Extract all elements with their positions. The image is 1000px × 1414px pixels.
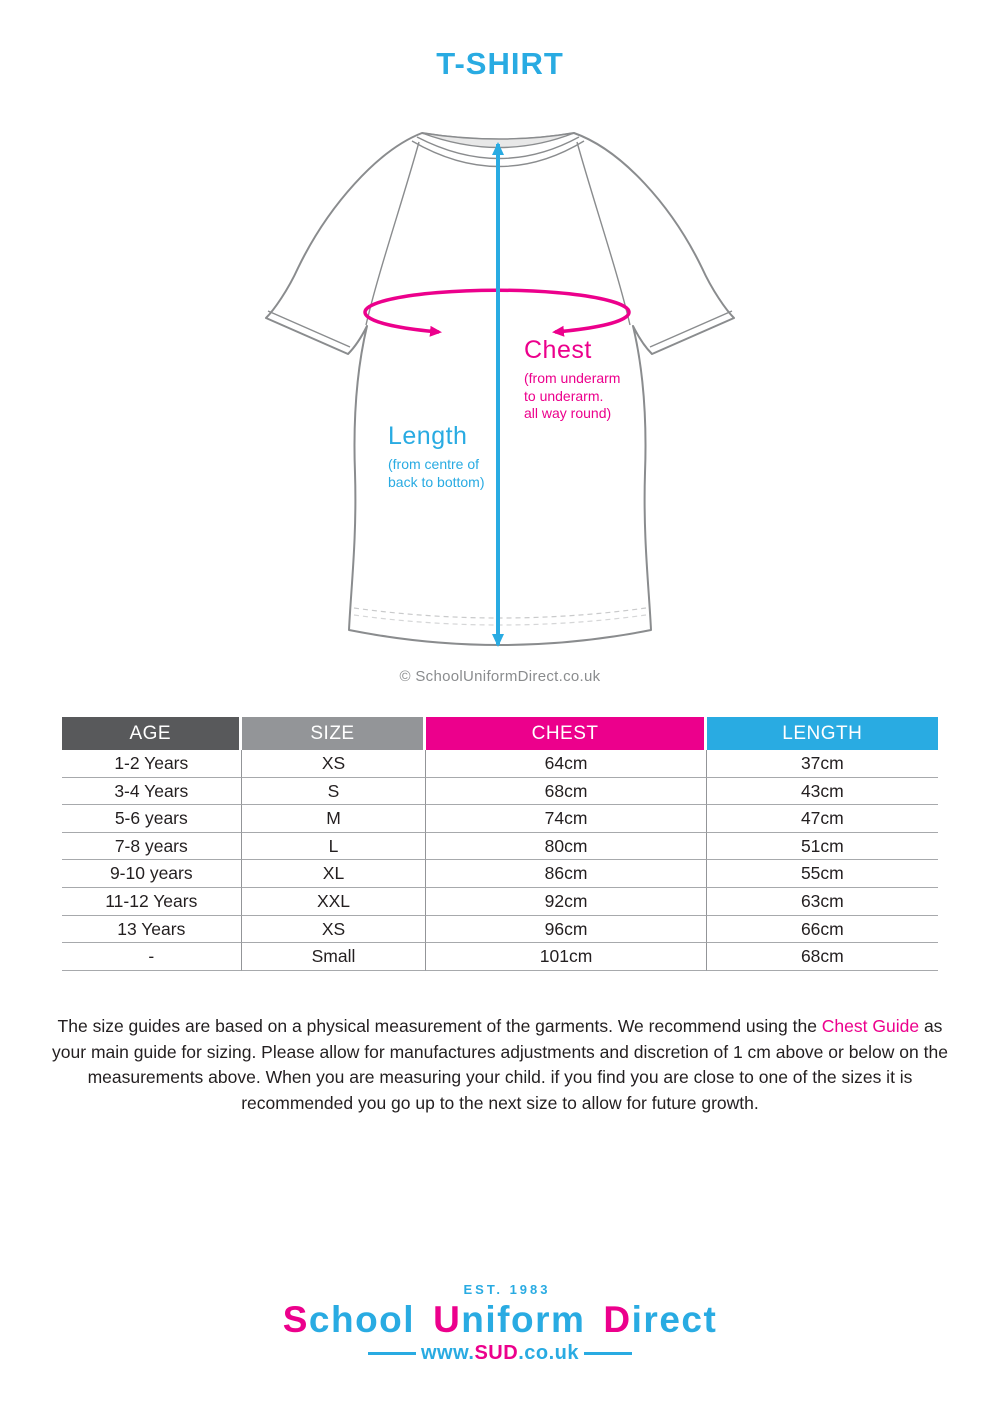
size-cell: XS bbox=[242, 750, 427, 778]
chest-sub-line-2: to underarm. bbox=[524, 387, 604, 404]
page-title: T-SHIRT bbox=[436, 46, 564, 81]
size-table-header bbox=[62, 717, 938, 750]
chest-label-sub bbox=[524, 370, 620, 423]
note-text-2: as your main guide for sizing. Please allow for manufactures adjustments and discretion of 1 cm above or below on the measurements above. When you are measuring your child. if you find you are close to one of the sizes it is recommended you go up to the next size to allow for future growth. bbox=[52, 1016, 948, 1113]
length-cell: 43cm bbox=[707, 778, 938, 806]
copyright-text: © SchoolUniformDirect.co.uk bbox=[399, 668, 601, 685]
header-length: LENGTH bbox=[707, 717, 938, 750]
size-cell: L bbox=[242, 833, 427, 861]
length-measure-label bbox=[388, 424, 485, 491]
logo-word-direct: Direct bbox=[603, 1299, 718, 1340]
chest-cell: 92cm bbox=[426, 888, 706, 916]
header-age: AGE bbox=[62, 717, 242, 750]
length-cell: 66cm bbox=[707, 916, 938, 944]
size-cell: M bbox=[242, 805, 427, 833]
age-cell: 1-2 Years bbox=[62, 750, 242, 778]
logo-main-text bbox=[0, 1299, 1000, 1341]
chest-cell: 101cm bbox=[426, 943, 706, 971]
logo-est-text: EST. 1983 bbox=[463, 1282, 551, 1297]
chest-sub-line-1: (from underarm bbox=[524, 370, 621, 386]
chest-cell: 80cm bbox=[426, 833, 706, 861]
logo-word-uniform: Uniform bbox=[433, 1299, 586, 1340]
chest-label-text: Chest bbox=[524, 336, 592, 364]
length-cell: 55cm bbox=[707, 860, 938, 888]
age-cell: 13 Years bbox=[62, 916, 242, 944]
size-cell: XL bbox=[242, 860, 427, 888]
size-table bbox=[62, 717, 938, 971]
chest-guide-highlight: Chest Guide bbox=[821, 1016, 920, 1036]
length-cell: 51cm bbox=[707, 833, 938, 861]
age-cell: 7-8 years bbox=[62, 833, 242, 861]
header-size: SIZE bbox=[242, 717, 427, 750]
length-cell: 47cm bbox=[707, 805, 938, 833]
age-cell: - bbox=[62, 943, 242, 971]
length-sub-line-2: back to bottom) bbox=[388, 473, 485, 490]
length-cell: 68cm bbox=[707, 943, 938, 971]
size-cell: S bbox=[242, 778, 427, 806]
chest-cell: 68cm bbox=[426, 778, 706, 806]
size-cell: XS bbox=[242, 916, 427, 944]
logo-rule-right bbox=[584, 1352, 632, 1355]
size-note bbox=[40, 1014, 960, 1116]
length-sub-line-1: (from centre of bbox=[388, 456, 480, 472]
size-table-body bbox=[62, 750, 938, 971]
logo-website-url: www. SUD .co.uk bbox=[0, 1342, 1000, 1365]
length-label-sub bbox=[388, 456, 485, 491]
brand-logo bbox=[0, 1282, 1000, 1365]
length-cell: 63cm bbox=[707, 888, 938, 916]
chest-cell: 96cm bbox=[426, 916, 706, 944]
logo-word-school: School bbox=[282, 1299, 416, 1340]
note-text-1: The size guides are based on a physical measurement of the garments. We recommend using the bbox=[57, 1016, 822, 1036]
age-cell: 11-12 Years bbox=[62, 888, 242, 916]
length-cell: 37cm bbox=[707, 750, 938, 778]
age-cell: 5-6 years bbox=[62, 805, 242, 833]
header-chest: CHEST bbox=[426, 717, 706, 750]
chest-cell: 74cm bbox=[426, 805, 706, 833]
size-cell: Small bbox=[242, 943, 427, 971]
tshirt-diagram bbox=[250, 118, 750, 666]
logo-rule-left bbox=[368, 1352, 416, 1355]
chest-cell: 86cm bbox=[426, 860, 706, 888]
chest-measure-label bbox=[524, 338, 620, 423]
chest-cell: 64cm bbox=[426, 750, 706, 778]
length-label-text: Length bbox=[388, 422, 468, 450]
tshirt-drawing bbox=[250, 118, 750, 666]
size-cell: XXL bbox=[242, 888, 427, 916]
age-cell: 3-4 Years bbox=[62, 778, 242, 806]
age-cell: 9-10 years bbox=[62, 860, 242, 888]
chest-sub-line-3: all way round) bbox=[524, 405, 612, 421]
